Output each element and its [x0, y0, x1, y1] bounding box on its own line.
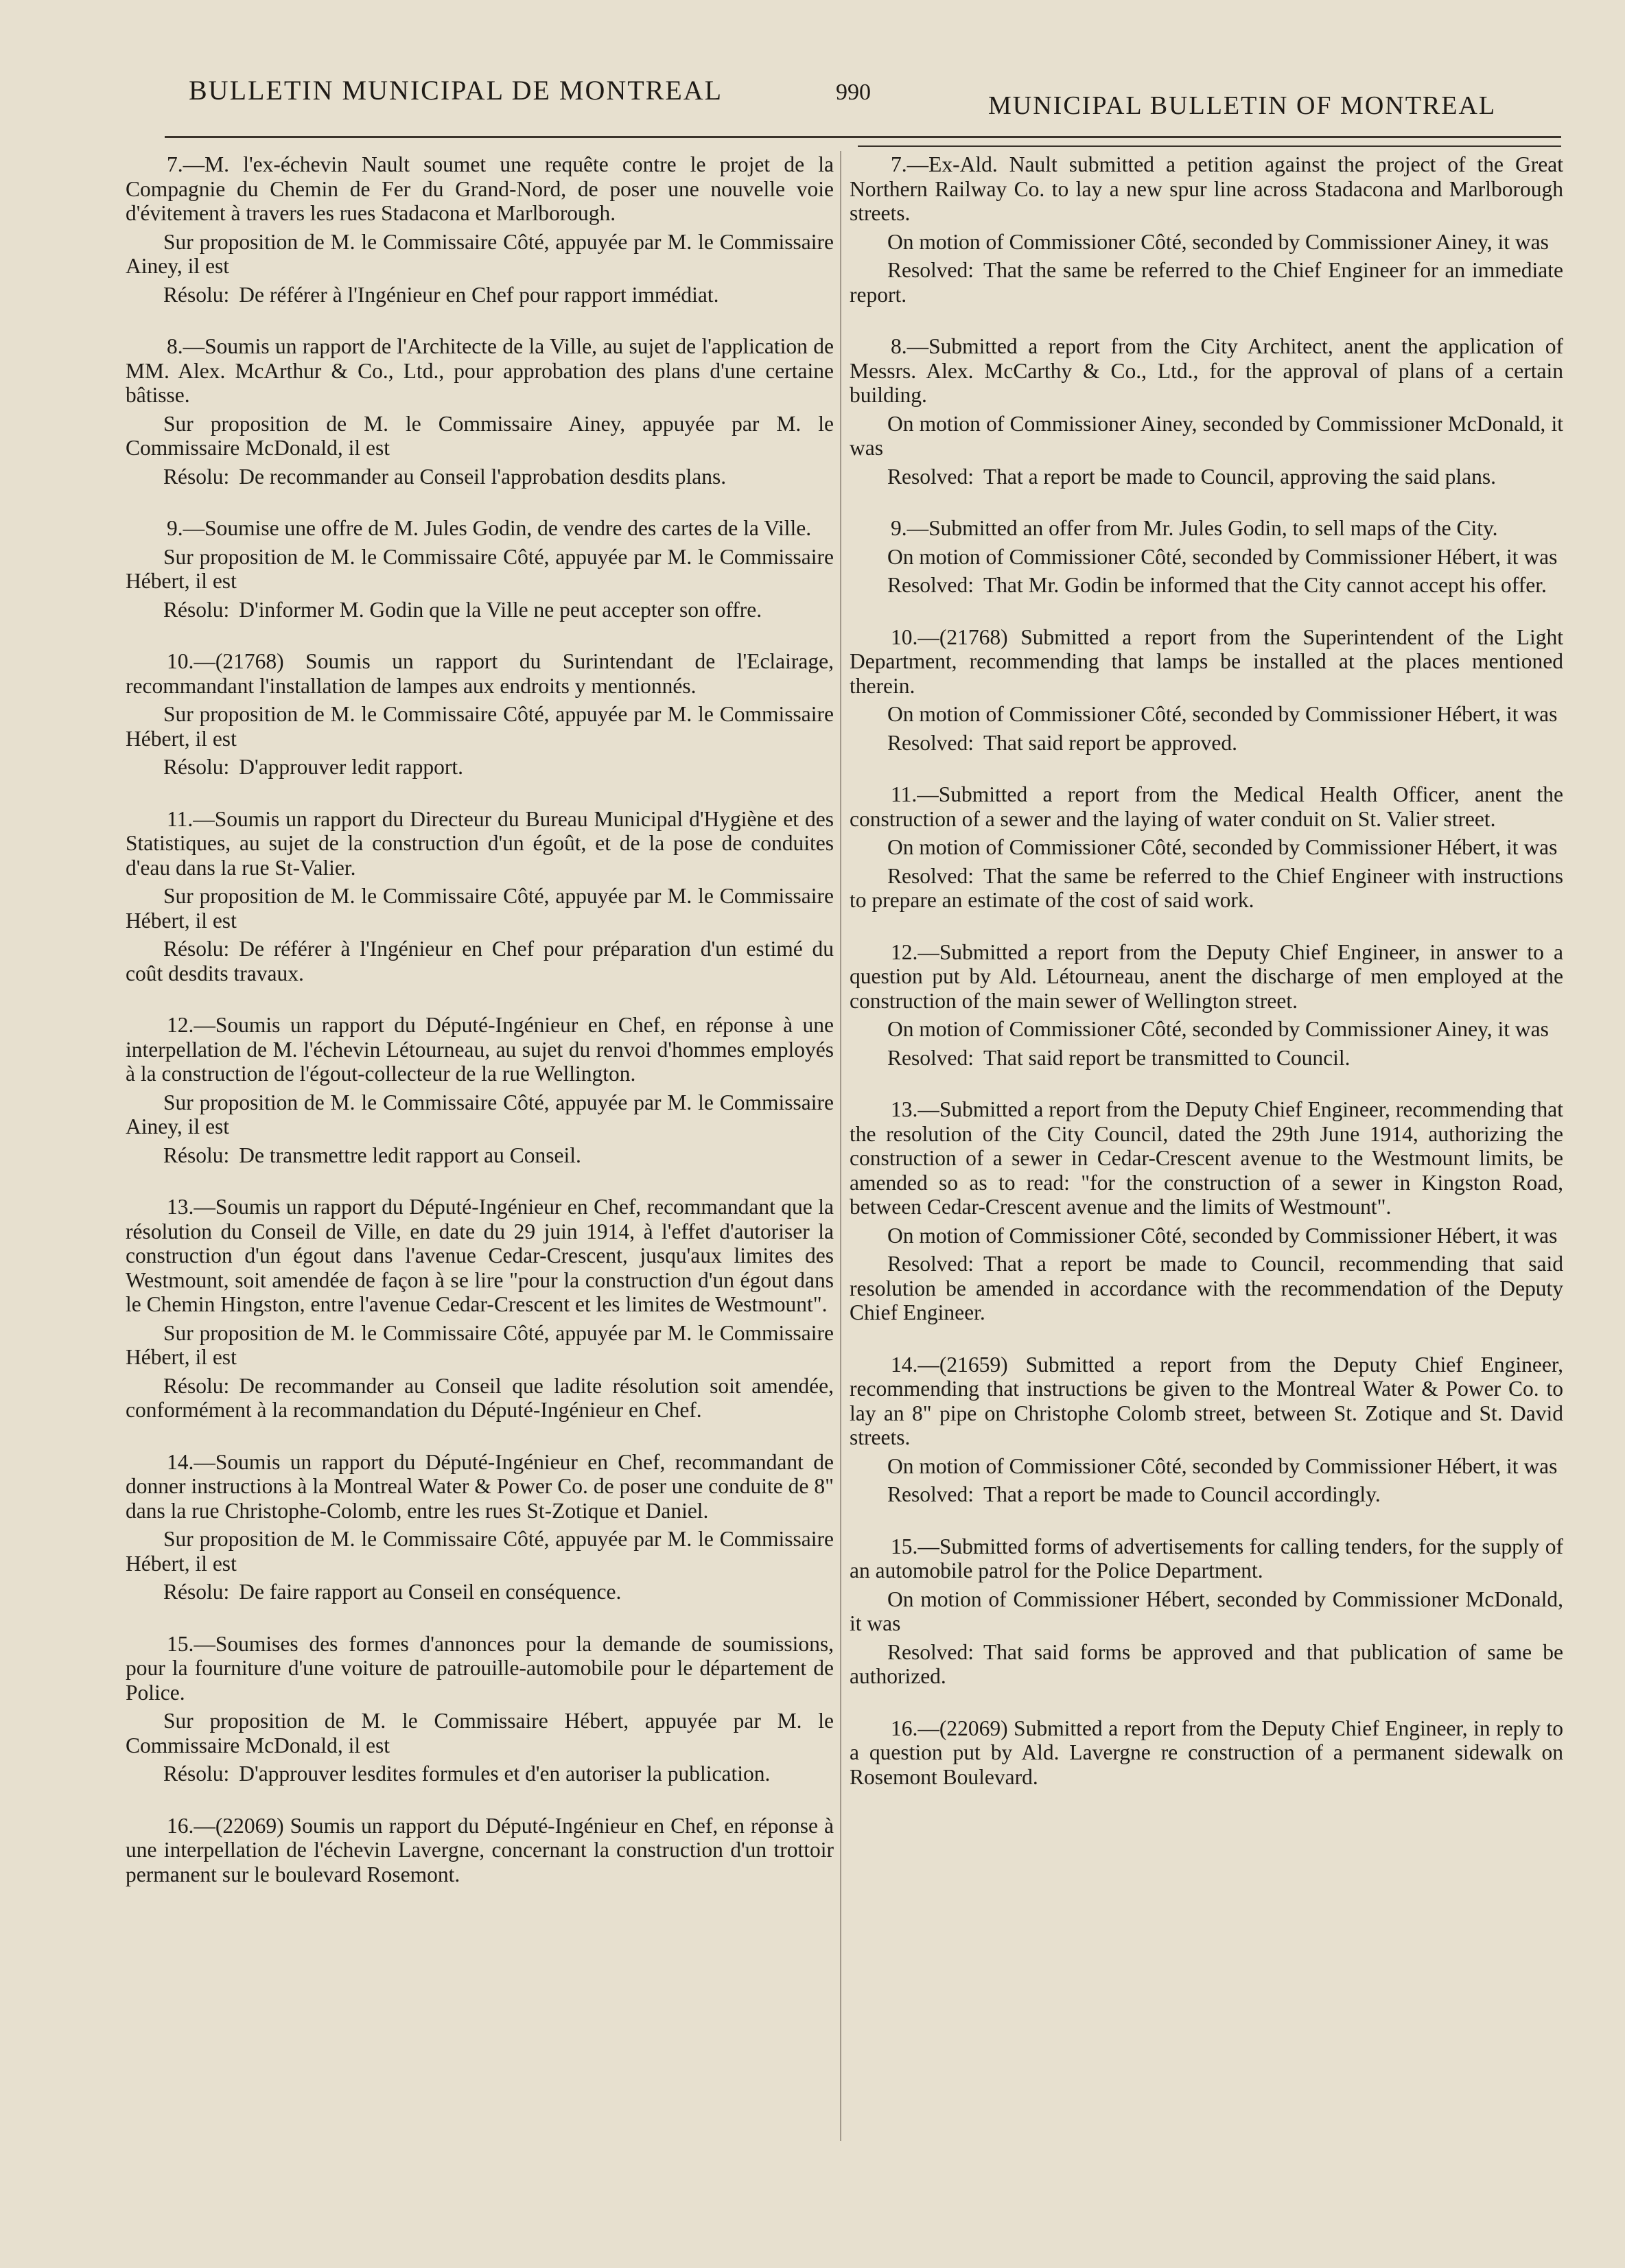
- french-item-resolution: [126, 1374, 834, 1423]
- header-french-title: BULLETIN MUNICIPAL DE MONTREAL: [189, 75, 723, 106]
- french-item: [126, 1013, 834, 1167]
- resolved-text: D'approuver ledit rapport.: [239, 755, 463, 779]
- english-item-resolution: [850, 1482, 1563, 1507]
- french-item-resolution: [126, 283, 834, 307]
- english-item-motion: On motion of Commissioner Côté, seconded by Commissioner Hébert, it was: [887, 544, 1558, 569]
- resolved-text: That said forms be approved and that publication of same be authorized.: [850, 1639, 1563, 1688]
- french-item-resolution: [126, 1143, 834, 1168]
- english-item-resolution: [850, 1046, 1563, 1071]
- english-item-text: 15.—Submitted forms of advertisements for calling tenders, for the supply of an automobile patrol for the Police Department.: [850, 1534, 1563, 1582]
- french-item: [126, 1195, 834, 1423]
- french-item-motion: Sur proposition de M. le Commissaire Côté, appuyée par M. le Commissaire Hébert, il est: [126, 702, 834, 751]
- english-item: [850, 940, 1563, 1071]
- resolved-text: De recommander au Conseil l'approbation desdits plans.: [239, 464, 727, 489]
- resolved-label: Résolu:: [163, 1143, 230, 1167]
- resolved-text: De transmettre ledit rapport au Conseil.: [239, 1143, 581, 1167]
- french-item-text: 13.—Soumis un rapport du Député-Ingénieur en Chef, recommandant que la résolution du Conseil de Ville, en date du 29 juin 1914, à l'effet d'autoriser la construction d'un égout dans l'avenue Cedar-Crescent, jusqu'aux limites des Westmount, soit amendée de façon à se lire "pour la construction d'un égout dans le Chemin Hingston, entre l'avenue Cedar-Crescent et les limites de Westmount".: [126, 1195, 834, 1316]
- english-item-motion: On motion of Commissioner Côté, seconded by Commissioner Hébert, it was: [887, 1453, 1558, 1478]
- french-item-motion: Sur proposition de M. le Commissaire Côté, appuyée par M. le Commissaire Hébert, il est: [126, 1320, 834, 1369]
- french-item-text: 9.—Soumise une offre de M. Jules Godin, de vendre des cartes de la Ville.: [167, 516, 812, 540]
- french-item-motion: Sur proposition de M. le Commissaire Hébert, appuyée par M. le Commissaire McDonald, il est: [126, 1709, 834, 1757]
- resolved-text: De recommander au Conseil que ladite résolution soit amendée, conformément à la recommandation du Député-Ingénieur en Chef.: [126, 1373, 834, 1422]
- english-item-motion: On motion of Commissioner Ainey, seconded by Commissioner McDonald, it was: [850, 411, 1563, 460]
- english-item-text: 8.—Submitted a report from the City Architect, anent the application of Messrs. Alex. McCarthy & Co., Ltd., for the approval of plans of a certain building.: [850, 334, 1563, 407]
- english-column: [850, 152, 1563, 1816]
- resolved-label: Résolu:: [163, 464, 230, 489]
- resolved-label: Résolu:: [163, 755, 230, 779]
- french-item-text: 8.—Soumis un rapport de l'Architecte de la Ville, au sujet de l'application de MM. Alex. McArthur & Co., Ltd., pour approbation des plans d'une certaine bâtisse.: [126, 334, 834, 407]
- french-item-text: 11.—Soumis un rapport du Directeur du Bureau Municipal d'Hygiène et des Statistiques, au sujet de la construction d'un égoût, et de la pose de conduites d'eau dans la rue St-Valier.: [126, 806, 834, 880]
- english-item-text: 7.—Ex-Ald. Nault submitted a petition against the project of the Great Northern Railway Co. to lay a new spur line across Stadacona and Marlborough streets.: [850, 152, 1563, 225]
- english-item-text: 9.—Submitted an offer from Mr. Jules Godin, to sell maps of the City.: [891, 516, 1498, 540]
- english-item-motion: On motion of Commissioner Côté, seconded by Commissioner Hébert, it was: [887, 1223, 1558, 1248]
- resolved-text: That a report be made to Council, recommending that said resolution be amended in accordance with the recommendation of the Deputy Chief Engineer.: [850, 1252, 1563, 1324]
- resolved-label: Résolu:: [163, 282, 230, 307]
- french-item: [126, 152, 834, 307]
- resolved-text: De référer à l'Ingénieur en Chef pour rapport immédiat.: [239, 282, 719, 307]
- french-item-text: 14.—Soumis un rapport du Député-Ingénieur en Chef, recommandant de donner instructions à la Montreal Water & Power Co. de poser une conduite de 8" dans la rue Christophe-Colomb, entre les rues St-Zotique et Daniel.: [126, 1449, 834, 1523]
- resolved-text: That said report be approved.: [983, 730, 1237, 755]
- english-item-resolution: [850, 1640, 1563, 1689]
- english-item: [850, 1534, 1563, 1689]
- page-number: 990: [836, 80, 871, 105]
- resolved-text: That a report be made to Council accordingly.: [983, 1482, 1381, 1506]
- resolved-label: Résolu:: [163, 1580, 230, 1604]
- english-item-motion: On motion of Commissioner Côté, seconded by Commissioner Hébert, it was: [887, 702, 1558, 726]
- french-item-motion: Sur proposition de M. le Commissaire Côté, appuyée par M. le Commissaire Hébert, il est: [126, 1527, 834, 1576]
- header-rule: [165, 136, 1561, 138]
- french-item-text: 15.—Soumises des formes d'annonces pour la demande de soumissions, pour la fourniture d'une voiture de patrouille-automobile pour le département de Police.: [126, 1631, 834, 1705]
- resolved-text: That the same be referred to the Chief Engineer with instructions to prepare an estimate of the cost of said work.: [850, 863, 1563, 912]
- english-item-motion: On motion of Commissioner Côté, seconded by Commissioner Ainey, it was: [887, 1017, 1549, 1041]
- french-item: [126, 1450, 834, 1604]
- english-item-motion: On motion of Commissioner Côté, seconded by Commissioner Ainey, it was: [887, 229, 1549, 254]
- resolved-label: Resolved:: [887, 1252, 974, 1276]
- english-item-text: 13.—Submitted a report from the Deputy Chief Engineer, recommending that the resolution of the City Council, dated the 29th June 1914, authorizing the construction of a sewer in Cedar-Crescent avenue to the Westmount limits, be amended so as to read: "for the construction of a sewer in Kingston Road, between Cedar-Crescent avenue and the limits of Westmount".: [850, 1097, 1563, 1219]
- french-item-resolution: [126, 465, 834, 489]
- french-item-resolution: [126, 1580, 834, 1604]
- english-item-text: 16.—(22069) Submitted a report from the Deputy Chief Engineer, in reply to a question put by Ald. Lavergne re construction of a permanent sidewalk on Rosemont Boulevard.: [850, 1716, 1563, 1789]
- resolved-label: Resolved:: [887, 730, 974, 755]
- english-item-motion: On motion of Commissioner Hébert, seconded by Commissioner McDonald, it was: [850, 1587, 1563, 1635]
- english-item-resolution: [850, 573, 1563, 598]
- english-item: [850, 1097, 1563, 1325]
- resolved-label: Résolu:: [163, 937, 230, 961]
- english-item: [850, 334, 1563, 489]
- english-item: [850, 1353, 1563, 1507]
- header-rule-secondary: [858, 145, 1561, 147]
- french-item: [126, 1632, 834, 1786]
- english-item-text: 12.—Submitted a report from the Deputy Chief Engineer, in answer to a question put by Ald. Létourneau, anent the discharge of men employed at the construction of the main sewer of Wellington street.: [850, 939, 1563, 1013]
- english-item-text: 10.—(21768) Submitted a report from the Superintendent of the Light Department, recommending that lamps be installed at the places mentioned therein.: [850, 624, 1563, 698]
- resolved-text: De faire rapport au Conseil en conséquence.: [239, 1580, 622, 1604]
- resolved-label: Resolved:: [887, 1482, 974, 1506]
- french-item-motion: Sur proposition de M. le Commissaire Côté, appuyée par M. le Commissaire Hébert, il est: [126, 544, 834, 593]
- resolved-label: Resolved:: [887, 863, 974, 888]
- resolved-text: D'informer M. Godin que la Ville ne peut accepter son offre.: [239, 597, 762, 622]
- english-item-resolution: [850, 465, 1563, 489]
- french-item-resolution: [126, 598, 834, 622]
- english-item: [850, 625, 1563, 756]
- french-item: [126, 334, 834, 489]
- resolved-text: De référer à l'Ingénieur en Chef pour préparation d'un estimé du coût desdits travaux.: [126, 937, 834, 985]
- english-item-resolution: [850, 258, 1563, 307]
- page-header: [0, 74, 1625, 122]
- french-item-motion: Sur proposition de M. le Commissaire Côté, appuyée par M. le Commissaire Hébert, il est: [126, 884, 834, 933]
- french-item-resolution: [126, 1762, 834, 1786]
- english-item-text: 11.—Submitted a report from the Medical Health Officer, anent the construction of a sewer and the laying of water conduit on St. Valier street.: [850, 782, 1563, 831]
- french-item: [126, 807, 834, 986]
- french-item-motion: Sur proposition de M. le Commissaire Ainey, appuyée par M. le Commissaire McDonald, il est: [126, 411, 834, 460]
- english-item: [850, 782, 1563, 913]
- resolved-label: Résolu:: [163, 1373, 230, 1398]
- resolved-label: Résolu:: [163, 1762, 230, 1786]
- french-item-text: 10.—(21768) Soumis un rapport du Surintendant de l'Eclairage, recommandant l'installation de lampes aux endroits y mentionnés.: [126, 649, 834, 698]
- english-item-motion: On motion of Commissioner Côté, seconded by Commissioner Hébert, it was: [887, 835, 1558, 859]
- english-item: [850, 152, 1563, 307]
- resolved-text: That Mr. Godin be informed that the City cannot accept his offer.: [983, 573, 1547, 597]
- french-item-resolution: [126, 937, 834, 985]
- english-item-resolution: [850, 864, 1563, 913]
- french-item-motion: Sur proposition de M. le Commissaire Côté, appuyée par M. le Commissaire Ainey, il est: [126, 1090, 834, 1138]
- resolved-text: That the same be referred to the Chief Engineer for an immediate report.: [850, 258, 1563, 307]
- resolved-text: That a report be made to Council, approving the said plans.: [983, 464, 1497, 489]
- french-item-text: 7.—M. l'ex-échevin Nault soumet une requête contre le projet de la Compagnie du Chemin de Fer du Grand-Nord, de poser une nouvelle voie d'évitement à travers les rues Stadacona et Marlborough.: [126, 152, 834, 225]
- header-english-title: MUNICIPAL BULLETIN OF MONTREAL: [988, 91, 1497, 120]
- resolved-label: Resolved:: [887, 1639, 974, 1664]
- column-divider: [840, 151, 841, 2141]
- resolved-label: Resolved:: [887, 1045, 974, 1070]
- resolved-label: Résolu:: [163, 597, 230, 622]
- resolved-label: Resolved:: [887, 258, 974, 282]
- english-item-text: 14.—(21659) Submitted a report from the Deputy Chief Engineer, recommending that instructions be given to the Montreal Water & Power Co. to lay an 8" pipe on Christophe Colomb street, between St. Zotique and St. David streets.: [850, 1352, 1563, 1449]
- french-item-text: 12.—Soumis un rapport du Député-Ingénieur en Chef, en réponse à une interpellation de M. l'échevin Létourneau, au sujet du renvoi d'hommes employés à la construction de l'égout-collecteur de la rue Wellington.: [126, 1013, 834, 1086]
- resolved-label: Resolved:: [887, 464, 974, 489]
- english-item: [850, 1716, 1563, 1790]
- english-item-resolution: [850, 731, 1563, 756]
- english-item-resolution: [850, 1252, 1563, 1325]
- resolved-text: D'approuver lesdites formules et d'en autoriser la publication.: [239, 1762, 771, 1786]
- english-item: [850, 516, 1563, 598]
- french-item-text: 16.—(22069) Soumis un rapport du Député-Ingénieur en Chef, en réponse à une interpellation de l'échevin Lavergne, concernant la construction d'un trottoir permanent sur le boulevard Rosemont.: [126, 1813, 834, 1886]
- french-column: [126, 152, 834, 1914]
- resolved-label: Resolved:: [887, 573, 974, 597]
- french-item: [126, 516, 834, 622]
- french-item-motion: Sur proposition de M. le Commissaire Côté, appuyée par M. le Commissaire Ainey, il est: [126, 229, 834, 278]
- french-item-resolution: [126, 755, 834, 780]
- french-item: [126, 649, 834, 780]
- resolved-text: That said report be transmitted to Council.: [983, 1045, 1351, 1070]
- french-item: [126, 1814, 834, 1887]
